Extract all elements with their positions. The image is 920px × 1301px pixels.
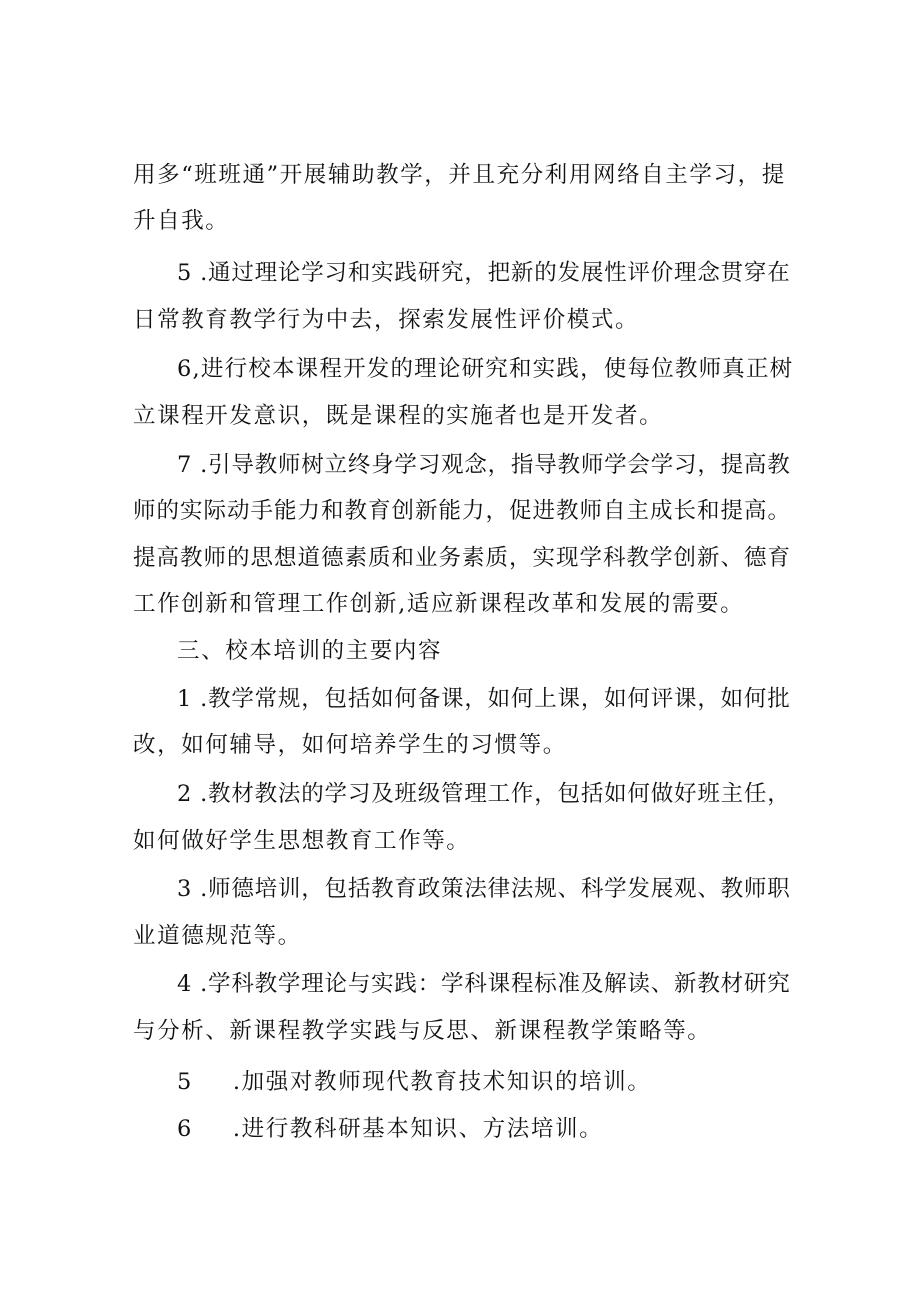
text-line: 业道德规范等。	[133, 923, 302, 949]
item-number: 6	[177, 1116, 193, 1142]
text-line: 3 .师德培训，包括教育政策法律法规、科学发展观、教师职	[177, 876, 791, 902]
text-line: 1 .教学常规，包括如何备课，如何上课，如何评课，如何批	[177, 686, 791, 712]
list-item-5	[177, 1067, 793, 1097]
text-line: 提高教师的思想道德素质和业务素质，实现学科教学创新、德育	[133, 545, 792, 571]
text-line: 如何做好学生思想教育工作等。	[133, 828, 471, 854]
text-line: 工作创新和管理工作创新,适应新课程改革和发展的需要。	[133, 591, 745, 617]
item-text: .进行教科研基本知识、方法培训。	[232, 1116, 604, 1142]
list-item-6	[177, 1114, 793, 1144]
text-line: 改，如何辅导，如何培养学生的习惯等。	[133, 732, 567, 758]
section-heading: 三、校本培训的主要内容	[177, 638, 443, 664]
text-line: 与分析、新课程教学实践与反思、新课程教学策略等。	[133, 1018, 712, 1044]
text-line: 5 .通过理论学习和实践研究，把新的发展性评价理念贯穿在	[177, 260, 791, 286]
text-line: 师的实际动手能力和教育创新能力，促进教师自主成长和提高。	[133, 498, 792, 524]
text-line: 升自我。	[133, 208, 230, 234]
text-line: 4 .学科教学理论与实践：学科课程标准及解读、新教材研究	[177, 971, 791, 997]
item-number: 5	[177, 1069, 193, 1095]
text-line: 立课程开发意识，既是课程的实施者也是开发者。	[133, 403, 664, 429]
text-line: 用多“班班通”开展辅助教学，并且充分利用网络自主学习，提	[133, 162, 786, 188]
item-text: .加强对教师现代教育技术知识的培训。	[232, 1069, 652, 1095]
text-line: 7 .引导教师树立终身学习观念，指导教师学会学习，提高教	[177, 452, 791, 478]
text-line: 2 .教材教法的学习及班级管理工作，包括如何做好班主任，	[177, 781, 791, 807]
text-line: 6,进行校本课程开发的理论研究和实践，使每位教师真正树	[177, 356, 794, 382]
text-line: 日常教育教学行为中去，探索发展性评价模式。	[133, 307, 640, 333]
